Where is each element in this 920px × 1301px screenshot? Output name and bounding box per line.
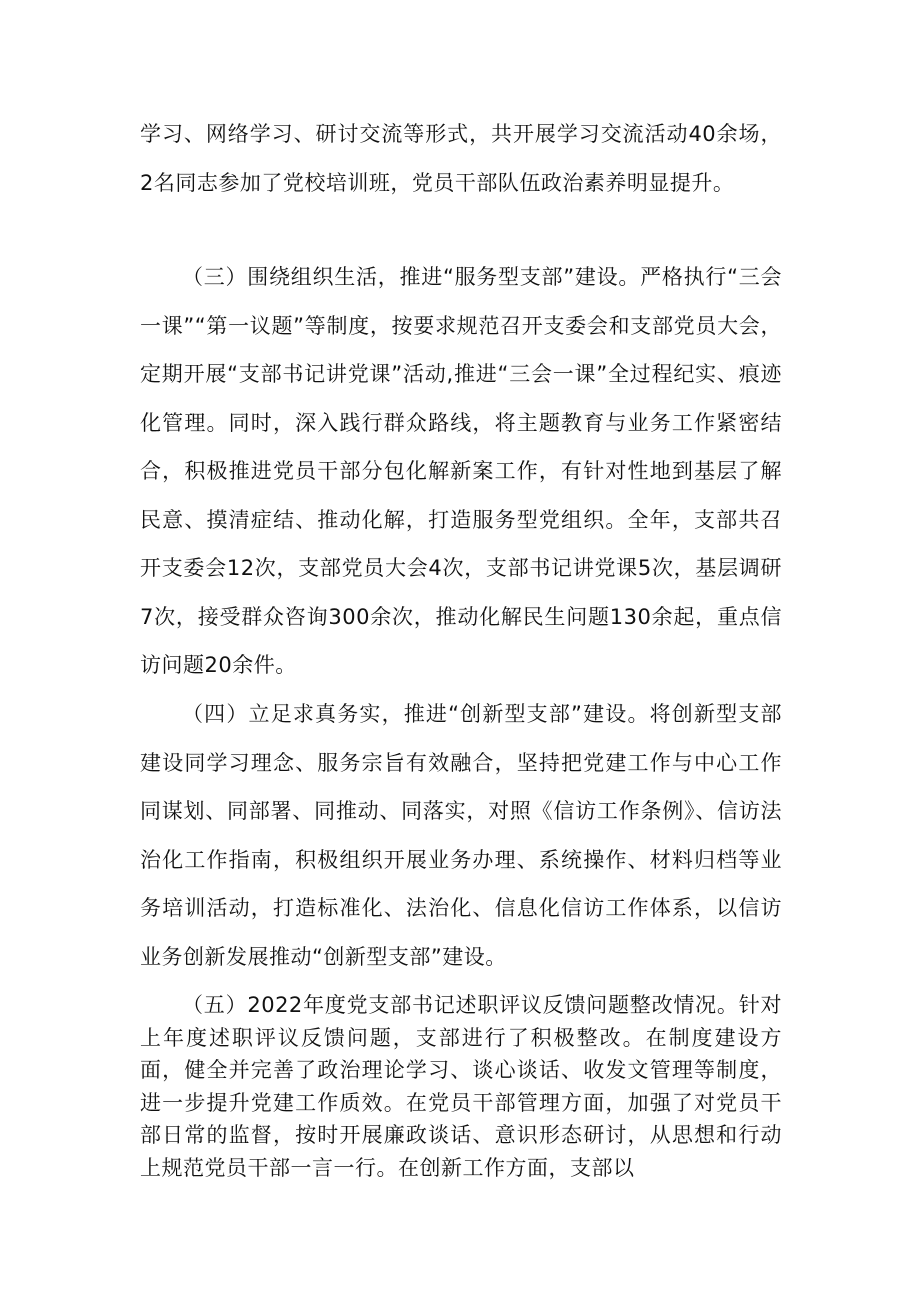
paragraph-service-branch: （三）围绕组织生活，推进“服务型支部”建设。严格执行“三会一课”“第一议题”等制度，按要求规范召开支委会和支部党员大会，定期开展“支部书记讲党课”活动,推进“三会一课”全过程纪实、痕迹化管理。同时，深入践行群众路线，将主题教育与业务工作紧密结合，积极推进党员干部分包化解新案工作，有针对性地到基层了解民意、摸清症结、推动化解，打造服务型党组织。全年，支部共召开支委会12次，支部党员大会4次，支部书记讲党课5次，基层调研7次，接受群众咨询300余次，推动化解民生问题130余起，重点信访问题20余件。 — [140, 265, 782, 677]
paragraph-rectification: （五）2022年度党支部书记述职评议反馈问题整改情况。针对上年度述职评议反馈问题，支部进行了积极整改。在制度建设方面，健全并完善了政治理论学习、谈心谈话、收发文管理等制度，进一步提升党建工作质效。在党员干部管理方面，加强了对党员干部日常的监督，按时开展廉政谈话、意识形态研讨，从思想和行动上规范党员干部一言一行。在创新工作方面，支部以 — [140, 993, 782, 1180]
paragraph-innovation-branch: （四）立足求真务实，推进“创新型支部”建设。将创新型支部建设同学习理念、服务宗旨有效融合，坚持把党建工作与中心工作同谋划、同部署、同推动、同落实，对照《信访工作条例》、信访法治化工作指南，积极组织开展业务办理、系统操作、材料归档等业务培训活动，打造标准化、法治化、信息化信访工作体系，以信访业务创新发展推动“创新型支部”建设。 — [140, 702, 782, 969]
paragraph-study-summary: 学习、网络学习、研讨交流等形式，共开展学习交流活动40余场，2名同志参加了党校培训班，党员干部队伍政治素养明显提升。 — [140, 122, 782, 195]
